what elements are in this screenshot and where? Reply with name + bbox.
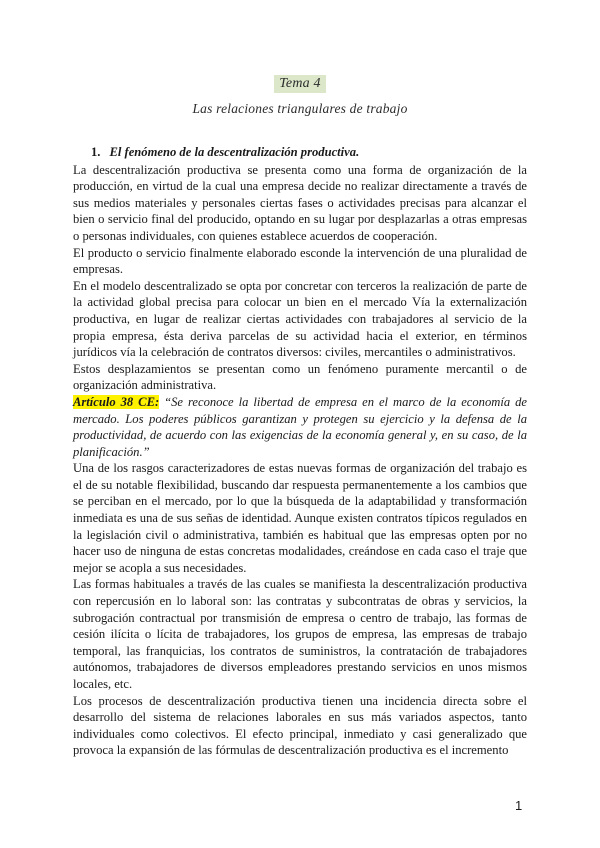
paragraph-intro: La descentralización productiva se presenta como una forma de organización de la producción, en virtud de la cual una empresa decide no realizar directamente a través de sus medios materiales y personales ciertas fases o actividades precisas para alcanzar el bien o servicio final del producido, optando en su lugar por desplazarlas a otras empresas o personas individuales, con quienes establece acuerdos de cooperación. (73, 162, 527, 243)
page-number: 1 (515, 798, 523, 813)
article-quote: “Se reconoce la libertad de empresa en el marco de la economía de mercado. Los poderes públicos garantizan y protegen su ejercicio y la defensa de la productividad, de acuerdo con las exigencias de la economía general y, en su caso, de la planificación.” (73, 394, 528, 459)
paragraph-processes: Los procesos de descentralización productiva tienen una incidencia directa sobre el desarrollo del sistema de relaciones laborales en sus más variados aspectos, tanto individuales como colectivos. El efecto principal, inmediato y casi generalizado que provoca la expansión de las fórmulas de descentralización productiva es el incremento (73, 693, 527, 758)
section-number: 1. (91, 145, 101, 159)
document-subtitle: Las relaciones triangulares de trabajo (192, 101, 408, 116)
article-label: Artículo 38 CE: (73, 394, 160, 409)
paragraph-displacements: Estos desplazamientos se presentan como un fenómeno puramente mercantil o de organización administrativa. (73, 361, 527, 393)
article-quote-paragraph (73, 394, 527, 460)
paragraph-model: En el modelo descentralizado se opta por concretar con terceros la realización de parte de la actividad global precisa para colocar un bien en el mercado Vía la externalización productiva, en lugar de realizar ciertas actividades con trabajadores al servicio de la propia empresa, ésta deriva parcelas de su actividad hacia el exterior, en términos jurídicos vía la celebración de contratos diversos: civiles, mercantiles o administrativos. (73, 278, 527, 360)
section-heading (91, 144, 527, 161)
title-container (0, 74, 600, 93)
paragraph-flexibility: Una de los rasgos caracterizadores de estas nuevas formas de organización del trabajo es el de su notable flexibilidad, buscando dar respuesta permanentemente a los cambios que se perciban en el mercado, por lo que la búsqueda de la adaptabilidad y transformación inmediata es una de sus señas de identidad. Aunque existen contratos típicos regulados en la legislación civil o administrativa, también es habitual que las empresas opten por no hacer uso de ninguna de estas concretas modalidades, creándose en cada caso el traje que mejor se acopla a sus necesidades. (73, 461, 527, 575)
section-title: El fenómeno de la descentralización productiva. (109, 145, 360, 159)
document-title: Tema 4 (274, 75, 326, 93)
paragraph-product: El producto o servicio finalmente elaborado esconde la intervención de una pluralidad de empresas. (73, 245, 527, 277)
paragraph-forms: Las formas habituales a través de las cuales se manifiesta la descentralización productiva con repercusión en lo laboral son: las contratas y subcontratas de obras y servicios, la subrogación contractual por transmisión de empresa o centro de trabajo, las formas de cesión ilícita o lícita de trabajadores, los grupos de empresa, las empresas de trabajo temporal, las franquicias, los contratos de suministros, la contratación de trabajadores autónomos, trabajadores de diversos empleadores prestando servicios en unos mismos locales, etc. (73, 577, 527, 691)
body-content (73, 144, 527, 759)
